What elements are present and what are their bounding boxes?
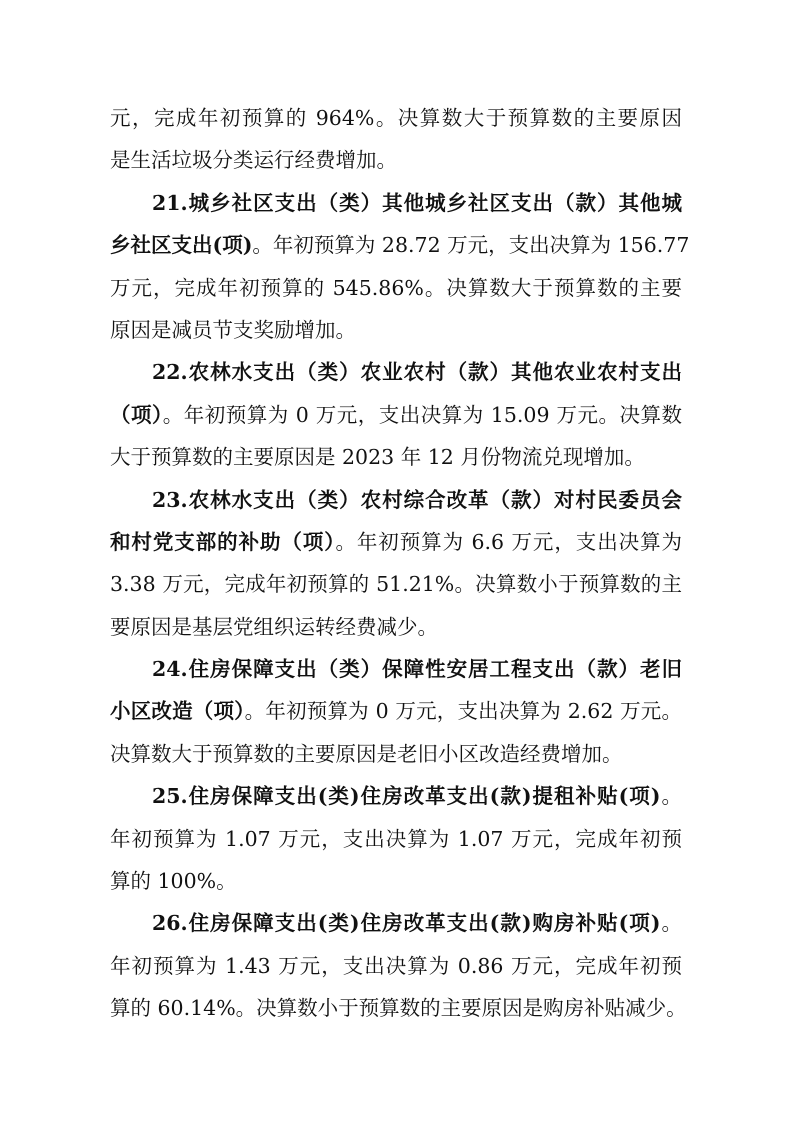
text-line <box>110 690 682 732</box>
text-line <box>110 521 682 563</box>
item-heading: 25.住房保障支出(类)住房改革支出(款)提租补贴(项) <box>152 784 661 809</box>
paragraph <box>110 351 682 478</box>
body-text: 年初预算为 1.07 万元，支出决算为 1.07 万元，完成年初预 <box>110 826 682 851</box>
text-line <box>110 267 682 309</box>
text-line <box>110 818 682 860</box>
body-text: 。年初预算为 28.72 万元，支出决算为 156.77 <box>252 233 690 258</box>
body-text: 万元，完成年初预算的 545.86%。决算数大于预算数的主要 <box>110 275 682 300</box>
text-line <box>110 902 682 944</box>
body-text: 元，完成年初预算的 964%。决算数大于预算数的主要原因 <box>110 106 682 130</box>
text-line <box>110 945 682 987</box>
paragraph <box>110 97 682 182</box>
body-text: 是生活垃圾分类运行经费增加。 <box>110 148 397 173</box>
text-line <box>110 987 687 1029</box>
paragraph <box>110 775 682 902</box>
item-heading: 和村党支部的补助（项） <box>110 529 336 554</box>
item-heading: 23.农林水支出（类）农村综合改革（款）对村民委员会 <box>152 487 682 512</box>
text-line <box>110 309 682 351</box>
body-text: 算的 100%。 <box>110 869 237 894</box>
text-line <box>110 606 682 648</box>
body-text: 原因是减员节支奖励增加。 <box>110 317 356 342</box>
text-line <box>110 182 682 224</box>
body-text: 决算数大于预算数的主要原因是老旧小区改造经费增加。 <box>110 741 623 766</box>
body-text: 大于预算数的主要原因是 2023 年 12 月份物流兑现增加。 <box>110 445 645 470</box>
paragraph <box>110 902 687 1029</box>
item-heading: 21.城乡社区支出（类）其他城乡社区支出（款）其他城 <box>152 190 682 215</box>
document-body <box>110 97 690 1030</box>
text-line <box>110 394 682 436</box>
body-text: 。 <box>660 911 682 936</box>
text-line <box>110 733 682 775</box>
paragraph <box>110 648 682 775</box>
item-heading: 22.农林水支出（类）农业农村（款）其他农业农村支出 <box>152 360 682 385</box>
paragraph <box>110 479 682 649</box>
text-line <box>110 351 682 393</box>
body-text: 。 <box>660 784 682 809</box>
item-heading: 26.住房保障支出(类)住房改革支出(款)购房补贴(项) <box>152 911 661 936</box>
item-heading: （项） <box>110 402 163 427</box>
body-text: 年初预算为 1.43 万元，支出决算为 0.86 万元，完成年初预 <box>110 953 682 978</box>
text-line <box>110 97 682 139</box>
paragraph <box>110 182 690 352</box>
text-line <box>110 775 682 817</box>
body-text: 。年初预算为 0 万元，支出决算为 15.09 万元。决算数 <box>162 402 683 427</box>
item-heading: 小区改造（项） <box>110 699 245 724</box>
body-text: 要原因是基层党组织运转经费减少。 <box>110 614 438 639</box>
text-line <box>110 436 682 478</box>
text-line <box>110 860 682 902</box>
body-text: 3.38 万元，完成年初预算的 51.21%。决算数小于预算数的主 <box>110 572 682 597</box>
body-text: 。年初预算为 6.6 万元，支出决算为 <box>335 529 682 554</box>
item-heading: 24.住房保障支出（类）保障性安居工程支出（款）老旧 <box>152 657 682 682</box>
text-line <box>110 139 682 181</box>
body-text: 算的 60.14%。决算数小于预算数的主要原因是购房补贴减少。 <box>110 996 687 1021</box>
text-line <box>110 563 682 605</box>
body-text: 。年初预算为 0 万元，支出决算为 2.62 万元。 <box>244 699 682 724</box>
text-line <box>110 224 690 266</box>
text-line <box>110 648 682 690</box>
item-heading: 乡社区支出(项) <box>110 233 253 258</box>
text-line <box>110 479 682 521</box>
